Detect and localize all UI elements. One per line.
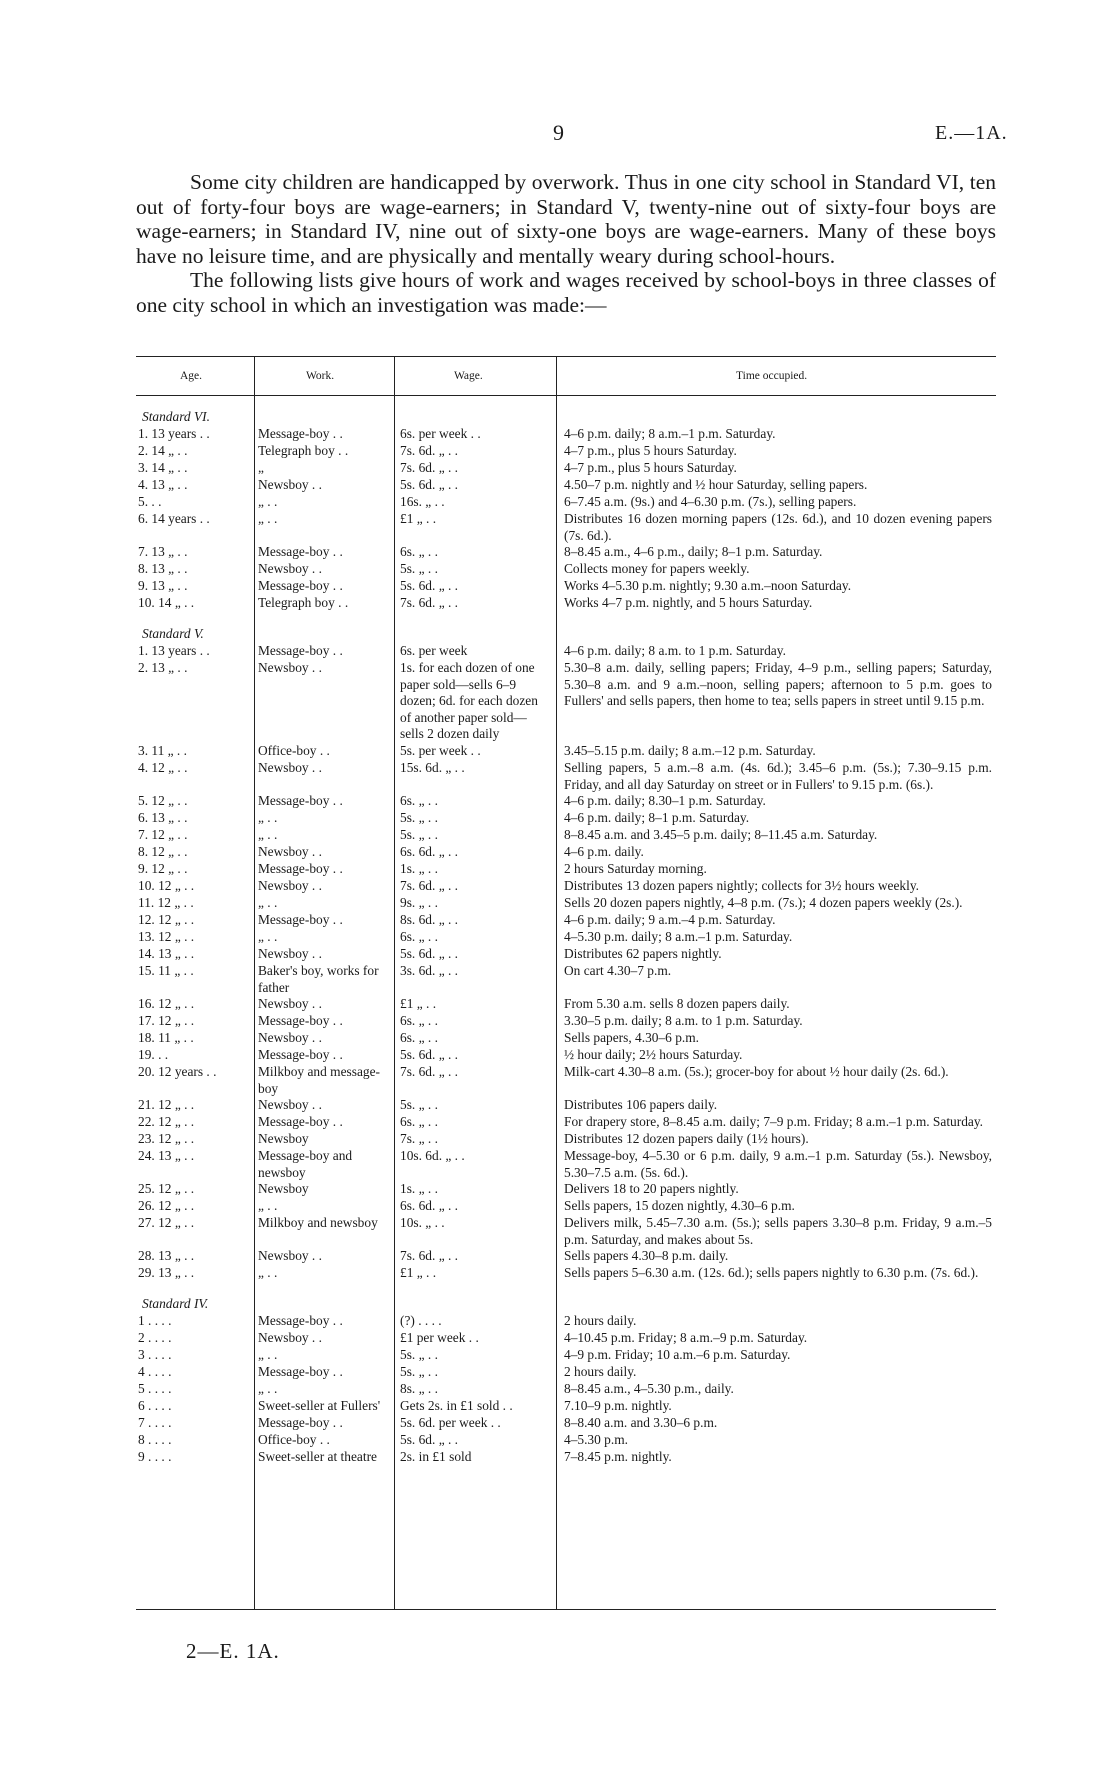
cell-age: 6. 14 years . . [138,511,210,526]
cell-time: 4–9 p.m. Friday; 10 a.m.–6 p.m. Saturday. [564,1347,791,1362]
cell-age: 1. 13 years . . [138,643,210,658]
cell-work: Message-boy . . [258,861,343,876]
table-row [136,743,996,760]
table-row [136,1215,996,1248]
cell-age: 3 . . . . [138,1347,172,1362]
cell-age: 5. . . [138,494,162,509]
cell-time: 4–10.45 p.m. Friday; 8 a.m.–9 p.m. Saturday. [564,1330,808,1345]
cell-age: 10. 12 „ . . [138,878,195,893]
cell-wage: 10s. 6d. „ . . [400,1148,465,1163]
cell-work: Office-boy . . [258,743,330,758]
cell-wage: 16s. „ . . [400,494,445,509]
cell-work: Message-boy . . [258,1415,343,1430]
table-row [136,1432,996,1449]
cell-time: 4.50–7 p.m. nightly and ½ hour Saturday, selling papers. [564,477,868,492]
cell-wage: 1s. „ . . [400,861,438,876]
cell-age: 2. 13 „ . . [138,660,188,675]
cell-wage: 7s. 6d. „ . . [400,1248,459,1263]
cell-work: Telegraph boy . . [258,595,349,610]
table-row [136,1030,996,1047]
cell-age: 17. 12 „ . . [138,1013,195,1028]
cell-work: Milkboy and newsboy [258,1215,378,1230]
cell-time: Sells 20 dozen papers nightly, 4–8 p.m. (7s.); 4 dozen papers weekly (2s.). [564,895,963,910]
table-row [136,561,996,578]
cell-work: Message-boy and newsboy [258,1148,353,1180]
cell-time: Distributes 12 dozen papers daily (1½ hours). [564,1131,809,1146]
cell-time: Works 4–7 p.m. nightly, and 5 hours Saturday. [564,595,813,610]
cell-work: Newsboy . . [258,946,322,961]
cell-wage: 6s. „ . . [400,544,438,559]
cell-wage: 1s. for each dozen of one paper sold—sells 6–9 dozen; 6d. for each dozen of another paper sold—sells 2 dozen daily [400,660,538,741]
cell-time: 5.30–8 a.m. daily, selling papers; Friday, 4–9 p.m., selling papers; Saturday, 5.30–8 a.m. and 9 a.m.–noon, selling papers; afternoon to 5 p.m. goes to Fullers' and sells papers, then home to tea; sells papers in street until 9.15 p.m. [564,660,992,708]
page-number: 9 [553,120,564,145]
intro-paragraph-1: Some city children are handicapped by overwork. Thus in one city school in Standard VI, ten out of forty-four boys are wage-earners; in Standard V, twenty-nine out of sixty-four boys are wage-earners; in Standard IV, nine out of sixty-one boys are wage-earners. Many of these boys have no leisure time, and are physically and mentally weary during school-hours. [136,170,996,268]
table-row [136,1131,996,1148]
cell-age: 8 . . . . [138,1432,172,1447]
section-title: Standard IV. [142,1296,209,1311]
cell-time: 3.30–5 p.m. daily; 8 a.m. to 1 p.m. Saturday. [564,1013,803,1028]
cell-work: Message-boy . . [258,1313,343,1328]
cell-work: Sweet-seller at Fullers' [258,1398,381,1413]
table-body [136,409,996,1480]
cell-age: 4. 13 „ . . [138,477,188,492]
cell-wage: 6s. „ . . [400,1030,438,1045]
cell-age: 19. . . [138,1047,169,1062]
table-row [136,1198,996,1215]
cell-work: Message-boy . . [258,544,343,559]
cell-age: 1. 13 years . . [138,426,210,441]
table-row [136,844,996,861]
table-row [136,760,996,793]
table-row [136,1398,996,1415]
cell-wage: 6s. „ . . [400,929,438,944]
cell-time: Distributes 106 papers daily. [564,1097,718,1112]
cell-wage: 5s. „ . . [400,1364,438,1379]
cell-age: 10. 14 „ . . [138,595,195,610]
cell-time: Sells papers, 15 dozen nightly, 4.30–6 p.m. [564,1198,795,1213]
cell-wage: 6s. 6d. „ . . [400,844,459,859]
cell-time: Sells papers, 4.30–6 p.m. [564,1030,700,1045]
cell-work: Newsboy [258,1181,309,1196]
cell-work: Sweet-seller at theatre [258,1449,377,1464]
table-row [136,511,996,544]
table-row [136,912,996,929]
cell-time: Delivers milk, 5.45–7.30 a.m. (5s.); sells papers 3.30–8 p.m. Friday, 9 a.m.–5 p.m. Saturday, and makes about 5s. [564,1215,992,1247]
cell-time: 8–8.45 a.m. and 3.45–5 p.m. daily; 8–11.45 a.m. Saturday. [564,827,878,842]
cell-time: 4–6 p.m. daily; 8 a.m. to 1 p.m. Saturday. [564,643,786,658]
cell-work: Message-boy . . [258,1047,343,1062]
table-row [136,996,996,1013]
cell-wage: 5s. „ . . [400,810,438,825]
cell-wage: 5s. 6d. „ . . [400,946,459,961]
table-row [136,1415,996,1432]
table-row [136,929,996,946]
cell-age: 2 . . . . [138,1330,172,1345]
cell-wage: 6s. per week . . [400,426,481,441]
cell-time: ½ hour daily; 2½ hours Saturday. [564,1047,743,1062]
table-row [136,1381,996,1398]
table-row [136,1148,996,1181]
cell-wage: 5s. 6d. „ . . [400,477,459,492]
table-row [136,878,996,895]
table-row [136,1449,996,1466]
cell-age: 9 . . . . [138,1449,172,1464]
cell-time: 4–6 p.m. daily; 9 a.m.–4 p.m. Saturday. [564,912,776,927]
cell-work: „ . . [258,494,278,509]
table-row [136,827,996,844]
cell-age: 20. 12 years . . [138,1064,217,1079]
cell-age: 5 . . . . [138,1381,172,1396]
table-row [136,1364,996,1381]
cell-work: „ . . [258,1347,278,1362]
table-row [136,1248,996,1265]
cell-work: Newsboy . . [258,996,322,1011]
table-row [136,1064,996,1097]
cell-time: 4–5.30 p.m. daily; 8 a.m.–1 p.m. Saturday. [564,929,793,944]
cell-time: Sells papers 4.30–8 p.m. daily. [564,1248,729,1263]
cell-wage: Gets 2s. in £1 sold . . [400,1398,513,1413]
cell-age: 22. 12 „ . . [138,1114,195,1129]
cell-work: Message-boy . . [258,1013,343,1028]
cell-time: Distributes 16 dozen morning papers (12s. 6d.), and 10 dozen evening papers (7s. 6d.). [564,511,992,543]
cell-wage: 6s. 6d. „ . . [400,1198,459,1213]
table-row [136,477,996,494]
cell-work: Newsboy . . [258,1248,322,1263]
cell-time: Message-boy, 4–5.30 or 6 p.m. daily, 9 a.m.–1 p.m. Saturday (5s.). Newsboy, 5.30–7.5 a.m. (5s. 6d.). [564,1148,992,1180]
cell-time: 2 hours daily. [564,1313,637,1328]
cell-age: 14. 13 „ . . [138,946,195,961]
table-row [136,1047,996,1064]
cell-work: „ . . [258,929,278,944]
cell-time: 4–7 p.m., plus 5 hours Saturday. [564,443,737,458]
cell-work: Baker's boy, works for father [258,963,379,995]
cell-time: Collects money for papers weekly. [564,561,750,576]
cell-work: Message-boy . . [258,912,343,927]
cell-wage: 5s. 6d. per week . . [400,1415,501,1430]
cell-work: Newsboy . . [258,1330,322,1345]
cell-age: 16. 12 „ . . [138,996,195,1011]
footer-signature: 2—E. 1A. [186,1639,280,1663]
table-row [136,443,996,460]
cell-time: 8–8.45 a.m., 4–5.30 p.m., daily. [564,1381,734,1396]
section-title: Standard VI. [142,409,210,424]
cell-age: 29. 13 „ . . [138,1265,195,1280]
cell-time: Sells papers 5–6.30 a.m. (12s. 6d.); sells papers nightly to 6.30 p.m. (7s. 6d.). [564,1265,979,1280]
table-row [136,1013,996,1030]
table-row [136,460,996,477]
cell-work: Newsboy . . [258,477,322,492]
header-work: Work. [306,370,335,382]
cell-time: On cart 4.30–7 p.m. [564,963,672,978]
intro-text [136,170,996,317]
cell-wage: 7s. 6d. „ . . [400,595,459,610]
cell-work: „ . . [258,1265,278,1280]
cell-time: Distributes 13 dozen papers nightly; collects for 3½ hours weekly. [564,878,920,893]
cell-age: 21. 12 „ . . [138,1097,195,1112]
cell-age: 24. 13 „ . . [138,1148,195,1163]
cell-wage: 15s. 6d. „ . . [400,760,465,775]
cell-age: 5. 12 „ . . [138,793,188,808]
cell-wage: 5s. „ . . [400,1097,438,1112]
cell-age: 11. 12 „ . . [138,895,194,910]
cell-time: 4–6 p.m. daily; 8.30–1 p.m. Saturday. [564,793,766,808]
cell-age: 2. 14 „ . . [138,443,188,458]
cell-time: 4–6 p.m. daily; 8 a.m.–1 p.m. Saturday. [564,426,776,441]
cell-time: 8–8.40 a.m. and 3.30–6 p.m. [564,1415,718,1430]
cell-age: 13. 12 „ . . [138,929,195,944]
cell-work: Newsboy . . [258,1030,322,1045]
cell-time: Works 4–5.30 p.m. nightly; 9.30 a.m.–noon Saturday. [564,578,852,593]
table-row [136,1265,996,1282]
cell-age: 7. 13 „ . . [138,544,188,559]
section-title: Standard V. [142,626,204,641]
cell-wage: 8s. 6d. „ . . [400,912,459,927]
header-age: Age. [180,370,203,382]
cell-time: 4–5.30 p.m. [564,1432,628,1447]
cell-wage: £1 per week . . [400,1330,479,1345]
cell-age: 6. 13 „ . . [138,810,188,825]
cell-age: 8. 13 „ . . [138,561,188,576]
cell-work: „ . . [258,895,278,910]
cell-time: Selling papers, 5 a.m.–8 a.m. (4s. 6d.); 3.45–6 p.m. (5s.); 7.30–9.15 p.m. Friday, and all day Saturday on street or in Fullers' to 9.15 p.m. (6s.). [564,760,992,792]
cell-work: Message-boy . . [258,1364,343,1379]
table-row [136,544,996,561]
table-row [136,494,996,511]
cell-wage: 5s. 6d. „ . . [400,1047,459,1062]
cell-work: Office-boy . . [258,1432,330,1447]
header-time: Time occupied. [736,370,808,382]
table-row [136,946,996,963]
table-row [136,793,996,810]
cell-work: Newsboy . . [258,561,322,576]
cell-wage: 5s. „ . . [400,1347,438,1362]
cell-work: „ . . [258,511,278,526]
cell-age: 8. 12 „ . . [138,844,188,859]
cell-time: Delivers 18 to 20 papers nightly. [564,1181,739,1196]
cell-age: 18. 11 „ . . [138,1030,194,1045]
cell-wage: 7s. „ . . [400,1131,438,1146]
cell-work: Message-boy . . [258,578,343,593]
cell-work: Telegraph boy . . [258,443,349,458]
cell-work: Message-boy . . [258,1114,343,1129]
cell-age: 25. 12 „ . . [138,1181,195,1196]
cell-time: 7–8.45 p.m. nightly. [564,1449,672,1464]
table-row [136,426,996,443]
cell-wage: 7s. 6d. „ . . [400,460,459,475]
cell-work: „ . . [258,827,278,842]
cell-wage: 3s. 6d. „ . . [400,963,459,978]
cell-time: For drapery store, 8–8.45 a.m. daily; 7–9 p.m. Friday; 8 a.m.–1 p.m. Saturday. [564,1114,984,1129]
table-header [136,357,996,396]
table-row [136,595,996,612]
cell-wage: 7s. 6d. „ . . [400,1064,459,1079]
cell-age: 3. 11 „ . . [138,743,187,758]
cell-age: 12. 12 „ . . [138,912,195,927]
cell-age: 28. 13 „ . . [138,1248,195,1263]
cell-work: Newsboy . . [258,844,322,859]
cell-work: Message-boy . . [258,643,343,658]
wages-table [136,356,996,1610]
cell-work: Newsboy . . [258,660,322,675]
cell-age: 7 . . . . [138,1415,172,1430]
table-row [136,578,996,595]
cell-wage: 5s. per week . . [400,743,481,758]
cell-wage: £1 „ . . [400,996,437,1011]
cell-time: 2 hours daily. [564,1364,637,1379]
cell-work: Message-boy . . [258,426,343,441]
table-row [136,1347,996,1364]
cell-work: „ . . [258,1381,278,1396]
cell-wage: 10s. „ . . [400,1215,445,1230]
cell-wage: 5s. 6d. „ . . [400,578,459,593]
cell-time: Milk-cart 4.30–8 a.m. (5s.); grocer-boy for about ½ hour daily (2s. 6d.). [564,1064,949,1079]
cell-time: Distributes 62 papers nightly. [564,946,722,961]
cell-age: 15. 11 „ . . [138,963,194,978]
cell-age: 23. 12 „ . . [138,1131,195,1146]
cell-age: 26. 12 „ . . [138,1198,195,1213]
cell-age: 4. 12 „ . . [138,760,188,775]
cell-wage: 5s. 6d. „ . . [400,1432,459,1447]
table-row [136,895,996,912]
cell-time: 2 hours Saturday morning. [564,861,707,876]
cell-age: 7. 12 „ . . [138,827,188,842]
cell-age: 6 . . . . [138,1398,172,1413]
cell-wage: (?) . . . . [400,1313,442,1328]
cell-wage: 6s. „ . . [400,1114,438,1129]
cell-wage: 5s. „ . . [400,561,438,576]
cell-work: „ . . [258,1198,278,1213]
cell-wage: 1s. „ . . [400,1181,438,1196]
cell-time: 3.45–5.15 p.m. daily; 8 a.m.–12 p.m. Saturday. [564,743,816,758]
table-row [136,1181,996,1198]
cell-wage: £1 „ . . [400,1265,437,1280]
cell-age: 4 . . . . [138,1364,172,1379]
cell-wage: 7s. 6d. „ . . [400,443,459,458]
cell-time: 6–7.45 a.m. (9s.) and 4–6.30 p.m. (7s.), selling papers. [564,494,857,509]
table-row [136,963,996,996]
document-reference: E.—1A. [935,122,1008,144]
cell-time: 4–6 p.m. daily. [564,844,644,859]
cell-wage: 7s. 6d. „ . . [400,878,459,893]
cell-work: Newsboy [258,1131,309,1146]
cell-time: 4–7 p.m., plus 5 hours Saturday. [564,460,737,475]
cell-wage: £1 „ . . [400,511,437,526]
cell-time: 7.10–9 p.m. nightly. [564,1398,672,1413]
cell-work: „ . . [258,810,278,825]
header-wage: Wage. [454,370,483,382]
table-row [136,861,996,878]
intro-paragraph-2: The following lists give hours of work and wages received by school-boys in three classes of one city school in which an investigation was made:— [136,268,996,317]
table-row [136,810,996,827]
cell-work: Milkboy and message-boy [258,1064,380,1096]
table-row [136,643,996,660]
cell-time: 8–8.45 a.m., 4–6 p.m., daily; 8–1 p.m. Saturday. [564,544,823,559]
cell-wage: 6s. „ . . [400,793,438,808]
table-row [136,1114,996,1131]
cell-age: 1 . . . . [138,1313,172,1328]
table-row [136,1097,996,1114]
cell-wage: 6s. per week [400,643,468,658]
table-row [136,1330,996,1347]
cell-work: „ [258,460,264,475]
cell-wage: 9s. „ . . [400,895,438,910]
table-row [136,1313,996,1330]
cell-age: 9. 12 „ . . [138,861,188,876]
cell-work: Newsboy . . [258,1097,322,1112]
table-row [136,660,996,743]
cell-wage: 6s. „ . . [400,1013,438,1028]
cell-wage: 8s. „ . . [400,1381,438,1396]
cell-work: Newsboy . . [258,760,322,775]
cell-work: Newsboy . . [258,878,322,893]
cell-time: 4–6 p.m. daily; 8–1 p.m. Saturday. [564,810,750,825]
cell-work: Message-boy . . [258,793,343,808]
cell-wage: 5s. „ . . [400,827,438,842]
cell-age: 3. 14 „ . . [138,460,188,475]
cell-age: 27. 12 „ . . [138,1215,195,1230]
cell-age: 9. 13 „ . . [138,578,188,593]
cell-wage: 2s. in £1 sold [400,1449,472,1464]
cell-time: From 5.30 a.m. sells 8 dozen papers daily. [564,996,790,1011]
